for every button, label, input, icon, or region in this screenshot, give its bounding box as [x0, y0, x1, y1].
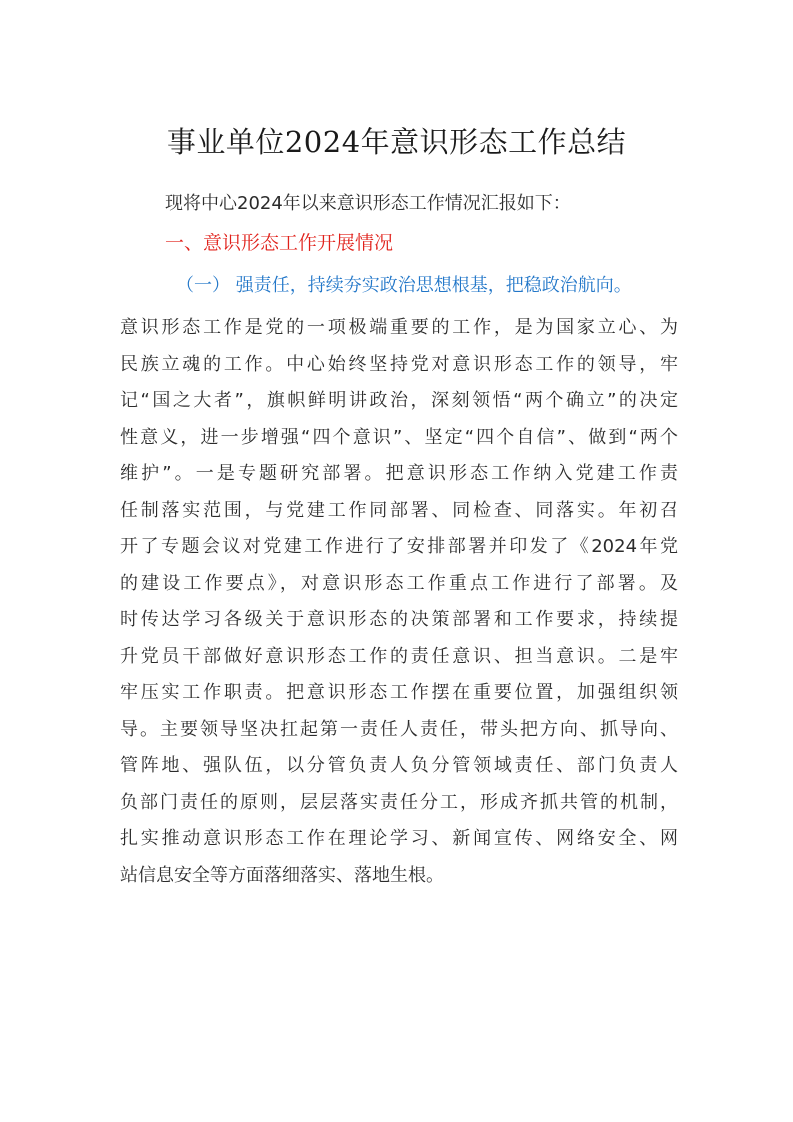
paragraph-line: 站信息安全等方面落细落实、落地生根。	[120, 864, 444, 886]
paragraph-line: 牢压实工作职责。把意识形态工作摆在重要位置，加强组织领	[120, 682, 678, 703]
paragraph-line: 民族立魂的工作。中心始终坚持党对意识形态工作的领导，牢	[120, 353, 678, 375]
paragraph-line: 时传达学习各级关于意识形态的决策部署和工作要求，持续提	[120, 609, 678, 630]
body-paragraph	[120, 310, 680, 894]
paragraph-line: 任制落实范围，与党建工作同部署、同检查、同落实。年初召	[120, 499, 678, 521]
paragraph-line: 开了专题会议对党建工作进行了安排部署并印发了《2024年党	[120, 536, 678, 557]
paragraph-line: 管阵地、强队伍，以分管负责人负分管领域责任、部门负责人	[120, 755, 678, 776]
subsection-heading: （一） 强责任，持续夯实政治思想根基，把稳政治航向。	[176, 275, 632, 296]
paragraph-line: 性意义，进一步增强“四个意识”、坚定“四个自信”、做到“两个	[120, 426, 678, 448]
paragraph-line: 扎实推动意识形态工作在理论学习、新闻宣传、网络安全、网	[120, 828, 678, 849]
paragraph-line: 意识形态工作是党的一项极端重要的工作，是为国家立心、为	[120, 317, 678, 338]
section-heading: 一、意识形态工作开展情况	[165, 232, 394, 254]
paragraph-line: 导。主要领导坚决扛起第一责任人责任，带头把方向、抓导向、	[120, 718, 678, 740]
intro-paragraph: 现将中心2024年以来意识形态工作情况汇报如下：	[165, 193, 571, 214]
paragraph-line: 记“国之大者”，旗帜鲜明讲政治，深刻领悟“两个确立”的决定	[120, 390, 678, 411]
paragraph-line: 负部门责任的原则，层层落实责任分工，形成齐抓共管的机制，	[120, 791, 678, 813]
document-title: 事业单位2024年意识形态工作总结	[166, 125, 627, 159]
paragraph-line: 的建设工作要点》，对意识形态工作重点工作进行了部署。及	[120, 572, 678, 594]
paragraph-line: 维护”。一是专题研究部署。把意识形态工作纳入党建工作责	[120, 463, 678, 484]
paragraph-line: 升党员干部做好意识形态工作的责任意识、担当意识。二是牢	[120, 645, 678, 667]
